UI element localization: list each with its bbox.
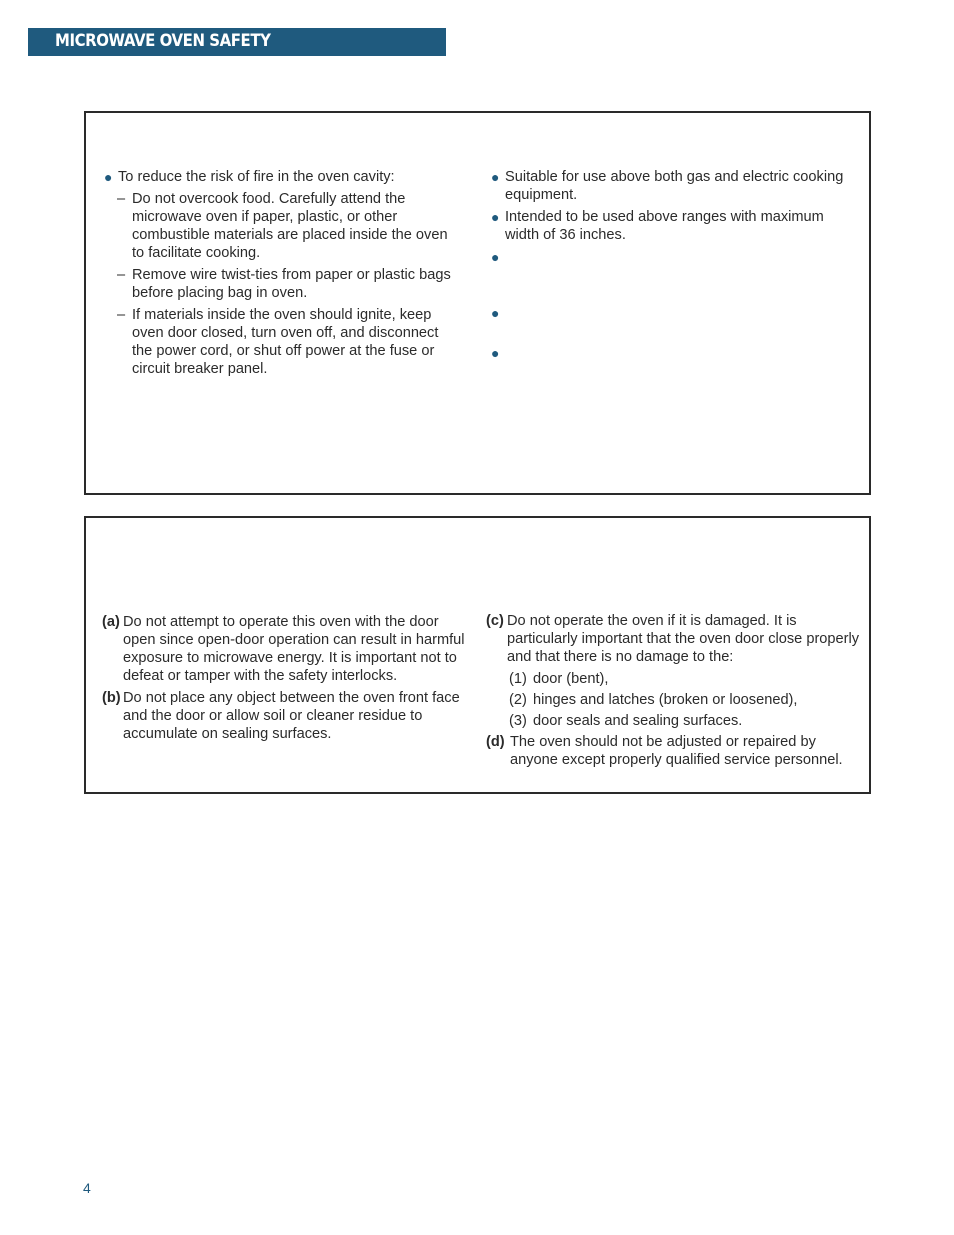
exposure-left-column bbox=[102, 613, 472, 747]
bullet-item bbox=[491, 208, 853, 244]
precaution-text: Do not operate the oven if it is damaged. It is particularly important that the oven door close properly and that there is no damage to the: bbox=[507, 613, 860, 665]
precaution-label: (b) bbox=[102, 690, 121, 706]
bullet-text: To reduce the risk of fire in the oven cavity: bbox=[118, 169, 395, 185]
precaution-text: Do not attempt to operate this oven with the door open since open-door operation can result in harmful exposure to microwave energy. It is important not to defeat or tamper with the safety interlocks. bbox=[123, 614, 465, 684]
damage-list-number: (3) bbox=[509, 713, 527, 729]
dash-icon: – bbox=[117, 191, 126, 207]
sub-item bbox=[104, 306, 459, 378]
precaution-item bbox=[102, 613, 472, 685]
bullet-dot-icon: ● bbox=[491, 209, 500, 225]
bullet-dot-icon: ● bbox=[104, 169, 113, 185]
fire-safety-left-column bbox=[104, 168, 459, 382]
section-header-bar bbox=[28, 28, 446, 56]
microwave-exposure-box bbox=[84, 516, 871, 794]
damage-list-text: hinges and latches (broken or loosened), bbox=[533, 692, 798, 708]
sub-item-text: If materials inside the oven should ignite, keep oven door closed, turn oven off, and disconnect the power cord, or shut off power at the fuse or circuit breaker panel. bbox=[132, 307, 439, 377]
damage-list-item bbox=[486, 712, 861, 730]
sub-item bbox=[104, 190, 459, 262]
precaution-label: (d) bbox=[486, 734, 505, 750]
bullet-item-empty bbox=[491, 304, 853, 344]
precaution-item bbox=[102, 689, 472, 743]
sub-item-text: Do not overcook food. Carefully attend the microwave oven if paper, plastic, or other combustible materials are placed inside the oven to facilitate cooking. bbox=[132, 191, 448, 261]
damage-list-item bbox=[486, 670, 861, 688]
dash-icon: – bbox=[117, 267, 126, 283]
bullet-dot-icon: ● bbox=[491, 345, 500, 361]
damage-list-number: (1) bbox=[509, 671, 527, 687]
damage-list-text: door seals and sealing surfaces. bbox=[533, 713, 743, 729]
damage-list-item bbox=[486, 691, 861, 709]
dash-icon: – bbox=[117, 307, 126, 323]
bullet-item bbox=[104, 168, 459, 186]
bullet-item-empty bbox=[491, 344, 853, 362]
fire-safety-box bbox=[84, 111, 871, 495]
precaution-text: The oven should not be adjusted or repaired by anyone except properly qualified service personnel. bbox=[510, 734, 843, 768]
bullet-text: Intended to be used above ranges with maximum width of 36 inches. bbox=[505, 209, 824, 243]
sub-item-text: Remove wire twist-ties from paper or plastic bags before placing bag in oven. bbox=[132, 267, 451, 301]
page-number: 4 bbox=[83, 1180, 91, 1196]
precaution-item bbox=[486, 612, 861, 666]
damage-list-number: (2) bbox=[509, 692, 527, 708]
section-title: MICROWAVE OVEN SAFETY bbox=[55, 31, 271, 51]
precaution-label: (c) bbox=[486, 613, 504, 629]
bullet-item bbox=[491, 168, 853, 204]
sub-item bbox=[104, 266, 459, 302]
fire-safety-right-column bbox=[491, 168, 853, 362]
bullet-dot-icon: ● bbox=[491, 305, 500, 321]
bullet-item-empty bbox=[491, 248, 853, 304]
precaution-text: Do not place any object between the oven front face and the door or allow soil or cleaner residue to accumulate on sealing surfaces. bbox=[123, 690, 460, 742]
precaution-item bbox=[486, 733, 861, 769]
bullet-dot-icon: ● bbox=[491, 169, 500, 185]
damage-list-text: door (bent), bbox=[533, 671, 609, 687]
exposure-right-column bbox=[486, 612, 861, 773]
bullet-dot-icon: ● bbox=[491, 249, 500, 265]
bullet-text: Suitable for use above both gas and electric cooking equipment. bbox=[505, 169, 844, 203]
precaution-label: (a) bbox=[102, 614, 120, 630]
